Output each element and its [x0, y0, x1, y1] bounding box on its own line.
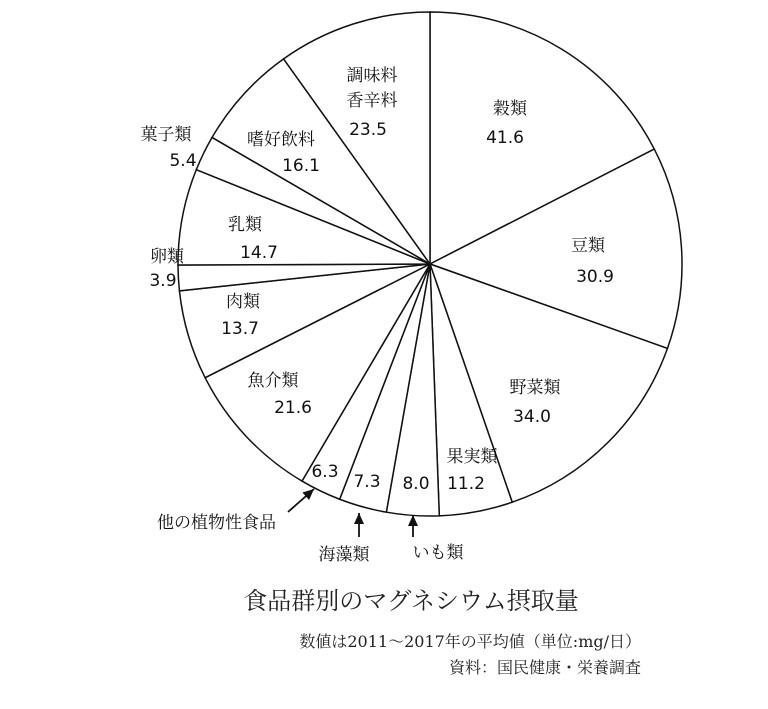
slice-value-label: 8.0	[402, 474, 430, 494]
slice-label: 穀類	[493, 99, 527, 119]
slice-value-label: 13.7	[221, 319, 259, 339]
slice-label: 豆類	[571, 236, 605, 256]
slice-label: 調味料	[346, 66, 398, 86]
slice-value-label: 5.4	[169, 151, 197, 171]
slice-value-label: 11.2	[447, 474, 485, 494]
slice-label: 魚介類	[247, 371, 299, 391]
slice-label: 果実類	[446, 447, 498, 467]
arrow-head	[354, 513, 364, 524]
slice-value-label: 16.1	[282, 156, 320, 176]
chart-title: 食品群別のマグネシウム摂取量	[243, 587, 579, 615]
slice-label: 他の植物性食品	[157, 513, 276, 533]
slice-label: 香辛料	[346, 91, 398, 111]
chart-subtitle: 数値は2011～2017年の平均値（単位:mg/日）	[299, 632, 641, 651]
slice-label: 卵類	[150, 247, 184, 267]
slice-value-label: 7.3	[353, 472, 381, 492]
slice-value-label: 21.6	[274, 398, 312, 418]
chart-source: 資料：国民健康・栄養調査	[448, 658, 641, 677]
slice-value-label: 34.0	[513, 407, 551, 427]
slice-value-label: 41.6	[486, 128, 524, 148]
slice-label: 乳類	[228, 215, 262, 235]
slice-label: いも類	[412, 543, 464, 563]
slice-value-label: 14.7	[240, 243, 278, 263]
slice-label: 菓子類	[140, 125, 192, 145]
slice-value-label: 30.9	[576, 267, 614, 287]
arrow-head	[408, 515, 418, 526]
slice-label: 肉類	[226, 292, 260, 312]
slice-value-label: 23.5	[349, 120, 387, 140]
slice-value-label: 3.9	[149, 271, 177, 291]
slice-label: 海藻類	[318, 545, 370, 565]
slice-value-label: 6.3	[311, 462, 339, 482]
slice-label: 野菜類	[509, 378, 561, 398]
pie-slices	[178, 12, 682, 516]
slice-label: 嗜好飲料	[247, 130, 315, 150]
